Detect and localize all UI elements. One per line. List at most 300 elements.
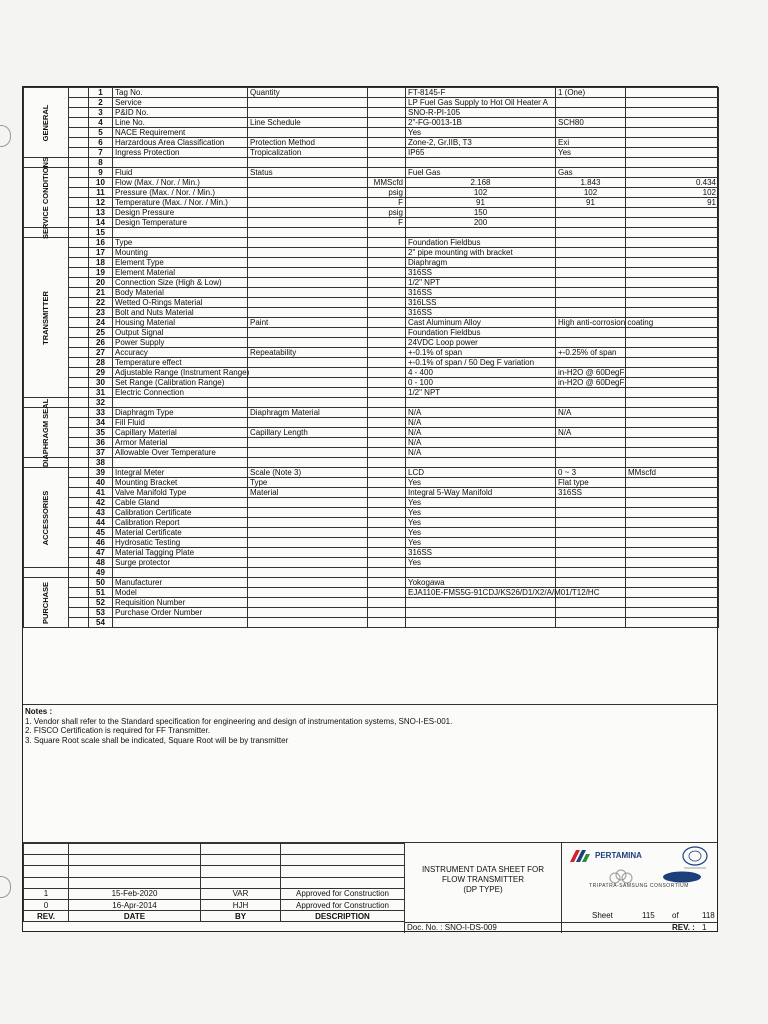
spec-row [24,618,719,628]
item-label: Set Range (Calibration Range) [113,378,248,388]
item-label [113,568,248,578]
sub-item-label [248,328,368,338]
licensor-logo-icon [680,845,710,871]
value-cell [626,398,719,408]
spec-row [24,308,719,318]
item-label: Temperature effect [113,358,248,368]
value-cell [556,418,626,428]
data-sheet [22,86,718,932]
unit-cell [368,318,406,328]
value-cell [556,438,626,448]
value-cell [626,308,719,318]
value-cell: Foundation Fieldbus [406,328,556,338]
row-number: 30 [89,378,113,388]
spec-row [24,528,719,538]
spacer-cell [69,88,89,98]
sub-item-label [248,128,368,138]
value-cell: 0.434 [626,178,719,188]
note-line: 2. FISCO Certification is required for FF Transmitter. [25,726,210,735]
row-number: 50 [89,578,113,588]
value-cell [556,248,626,258]
sub-item-label: Quantity [248,88,368,98]
sub-item-label [248,238,368,248]
value-cell: Zone-2, Gr.IIB, T3 [406,138,556,148]
value-cell [626,138,719,148]
unit-cell [368,598,406,608]
spacer-cell [69,188,89,198]
value-cell: 1/2" NPT [406,388,556,398]
spacer-cell [69,368,89,378]
unit-cell [368,338,406,348]
value-cell: SCH80 [556,118,626,128]
spacer-cell [69,208,89,218]
sub-item-label [248,598,368,608]
spacer-cell [69,558,89,568]
value-cell: Yes [406,538,556,548]
unit-cell: psig [368,188,406,198]
sub-item-label [248,458,368,468]
row-number: 10 [89,178,113,188]
row-number: 45 [89,528,113,538]
spec-row [24,138,719,148]
row-number: 7 [89,148,113,158]
unit-cell [368,268,406,278]
pertamina-logo: PERTAMINA [570,848,642,862]
spec-row [24,298,719,308]
value-cell [556,288,626,298]
spacer-cell [69,218,89,228]
value-cell: 24VDC Loop power [406,338,556,348]
spacer-cell [69,328,89,338]
value-cell [406,228,556,238]
spec-row [24,538,719,548]
value-cell [626,148,719,158]
item-label: Line No. [113,118,248,128]
value-cell [626,378,719,388]
value-cell [556,458,626,468]
section-label: TRANSMITTER [24,238,69,398]
row-number: 37 [89,448,113,458]
spacer-cell [69,408,89,418]
value-cell: in-H2O @ 60DegF [556,368,626,378]
item-label: Material Certificate [113,528,248,538]
value-cell: 316SS [406,268,556,278]
spacer-cell [69,138,89,148]
unit-cell [368,228,406,238]
spacer-cell [69,528,89,538]
value-cell [556,308,626,318]
samsung-logo-icon [662,871,702,883]
row-number: 34 [89,418,113,428]
row-number: 54 [89,618,113,628]
item-label: Armor Material [113,438,248,448]
value-cell [406,608,556,618]
unit-cell [368,98,406,108]
value-cell [626,128,719,138]
item-label: Mounting [113,248,248,258]
value-cell [556,498,626,508]
item-label: Mounting Bracket [113,478,248,488]
unit-cell [368,278,406,288]
value-cell [556,508,626,518]
item-label [113,158,248,168]
sub-item-label: Diaphragm Material [248,408,368,418]
value-cell [556,618,626,628]
sub-item-label [248,288,368,298]
value-cell: 91 [626,198,719,208]
sub-item-label [248,298,368,308]
item-label: Harzardous Area Classification [113,138,248,148]
value-cell: 316SS [406,288,556,298]
spacer-cell [69,348,89,358]
item-label: Wetted O-Rings Material [113,298,248,308]
row-number: 29 [89,368,113,378]
item-label: Design Pressure [113,208,248,218]
row-number: 12 [89,198,113,208]
item-label: Capillary Material [113,428,248,438]
sub-item-label [248,248,368,258]
row-number: 35 [89,428,113,438]
value-cell: SNO-R-PI-105 [406,108,556,118]
value-cell: Yes [406,498,556,508]
item-label: Accuracy [113,348,248,358]
spec-row [24,188,719,198]
value-cell [626,348,719,358]
value-cell: 102 [556,188,626,198]
unit-cell [368,458,406,468]
sub-item-label: Type [248,478,368,488]
value-cell: Yes [406,508,556,518]
spec-row [24,518,719,528]
value-cell: Yes [406,558,556,568]
item-label: Fluid [113,168,248,178]
spacer-cell [69,278,89,288]
unit-cell [368,478,406,488]
spec-row [24,438,719,448]
spec-row [24,328,719,338]
spacer-cell [69,498,89,508]
sub-item-label: Protection Method [248,138,368,148]
item-label: Flow (Max. / Nor. / Min.) [113,178,248,188]
unit-cell [368,388,406,398]
item-label: Calibration Report [113,518,248,528]
spec-row [24,118,719,128]
sub-item-label [248,218,368,228]
value-cell [626,248,719,258]
spacer-cell [69,378,89,388]
sub-item-label: Repeatability [248,348,368,358]
unit-cell [368,328,406,338]
sub-item-label [248,448,368,458]
value-cell: Yes [556,148,626,158]
value-cell [626,438,719,448]
sub-item-label: Line Schedule [248,118,368,128]
value-cell [626,98,719,108]
value-cell [556,538,626,548]
section-label [24,458,69,468]
value-cell: Flat type [556,478,626,488]
spec-row [24,278,719,288]
spec-row [24,288,719,298]
value-cell [556,558,626,568]
value-cell [626,538,719,548]
value-cell: 1 (One) [556,88,626,98]
value-cell [406,398,556,408]
spec-row [24,448,719,458]
row-number: 52 [89,598,113,608]
unit-cell [368,518,406,528]
item-label: Cable Gland [113,498,248,508]
item-label: Integral Meter [113,468,248,478]
value-cell: Exi [556,138,626,148]
value-cell: Yes [406,518,556,528]
unit-cell: F [368,218,406,228]
value-cell [556,98,626,108]
spacer-cell [69,508,89,518]
spacer-cell [69,98,89,108]
value-cell [626,168,719,178]
unit-cell [368,158,406,168]
value-cell: N/A [556,428,626,438]
unit-cell [368,468,406,478]
value-cell [556,518,626,528]
spec-row [24,588,719,598]
value-cell [556,228,626,238]
spec-table [23,87,719,628]
unit-cell [368,348,406,358]
spacer-cell [69,198,89,208]
spec-row [24,488,719,498]
value-cell: 0 - 100 [406,378,556,388]
unit-cell: psig [368,208,406,218]
unit-cell [368,558,406,568]
unit-cell [368,548,406,558]
row-number: 15 [89,228,113,238]
row-number: 48 [89,558,113,568]
sub-item-label [248,548,368,558]
value-cell [626,258,719,268]
spec-row [24,238,719,248]
sub-item-label [248,338,368,348]
row-number: 23 [89,308,113,318]
row-number: 40 [89,478,113,488]
spec-row [24,208,719,218]
value-cell [406,618,556,628]
sub-item-label [248,618,368,628]
row-number: 32 [89,398,113,408]
spacer-cell [69,618,89,628]
sub-item-label [248,438,368,448]
value-cell: Diaphragm [406,258,556,268]
value-cell: 91 [406,198,556,208]
value-cell: FT-8145-F [406,88,556,98]
unit-cell [368,238,406,248]
binder-hole [0,876,11,898]
section-label: GENERAL [24,88,69,158]
value-cell [406,598,556,608]
value-cell: Foundation Fieldbus [406,238,556,248]
value-cell [556,388,626,398]
unit-cell [368,378,406,388]
value-cell [556,338,626,348]
spacer-cell [69,388,89,398]
value-cell: 2" pipe mounting with bracket [406,248,556,258]
unit-cell [368,138,406,148]
spacer-cell [69,338,89,348]
sub-item-label [248,398,368,408]
row-number: 47 [89,548,113,558]
spec-row [24,228,719,238]
value-cell [556,398,626,408]
spec-row [24,358,719,368]
item-label: Ingress Protection [113,148,248,158]
spacer-cell [69,608,89,618]
item-label: Model [113,588,248,598]
row-number: 39 [89,468,113,478]
value-cell: N/A [406,438,556,448]
row-number: 24 [89,318,113,328]
spacer-cell [69,428,89,438]
spacer-cell [69,588,89,598]
value-cell: +-0.1% of span / 50 Deg F variation [406,358,556,368]
sub-item-label [248,558,368,568]
value-cell [626,268,719,278]
item-label [113,458,248,468]
value-cell [556,128,626,138]
value-cell: 0 ~ 3 [556,468,626,478]
value-cell [556,608,626,618]
spec-row [24,408,719,418]
spacer-cell [69,548,89,558]
value-cell [626,488,719,498]
note-line: 3. Square Root scale shall be indicated, Square Root will be by transmitter [25,735,289,745]
item-label: Hydrosatic Testing [113,538,248,548]
spacer-cell [69,158,89,168]
value-cell [626,558,719,568]
sub-item-label [248,508,368,518]
spec-row [24,168,719,178]
value-cell [406,568,556,578]
sub-item-label [248,198,368,208]
value-cell [626,88,719,98]
sub-item-label [248,388,368,398]
value-cell: Fuel Gas [406,168,556,178]
item-label: Manufacturer [113,578,248,588]
value-cell: 316SS [556,488,626,498]
sub-item-label [248,258,368,268]
value-cell [406,158,556,168]
revision-table [23,843,405,922]
value-cell: 1.843 [556,178,626,188]
row-number: 11 [89,188,113,198]
value-cell [556,278,626,288]
spec-row [24,268,719,278]
spacer-cell [69,148,89,158]
spacer-cell [69,468,89,478]
spec-row [24,158,719,168]
sub-item-label [248,158,368,168]
value-cell: EJA110E-FMS5G-91CDJ/KS26/D1/X2/A/M01/T12/HC [406,588,556,598]
value-cell [626,548,719,558]
section-label: ACCESSORIES [24,468,69,568]
unit-cell [368,618,406,628]
unit-cell [368,438,406,448]
section-label [24,228,69,238]
value-cell [626,278,719,288]
revision-row: 1 15-Feb-2020 VAR Approved for Construction [24,888,405,899]
spec-row [24,398,719,408]
consortium-name: TRIPATRA-SAMSUNG CONSORTIUM [589,883,689,889]
row-number: 36 [89,438,113,448]
spacer-cell [69,238,89,248]
item-label: Calibration Certificate [113,508,248,518]
spec-row [24,148,719,158]
value-cell [626,118,719,128]
sub-item-label: Status [248,168,368,178]
spec-row [24,578,719,588]
spec-row [24,548,719,558]
unit-cell [368,298,406,308]
row-number: 27 [89,348,113,358]
spec-row [24,128,719,138]
row-number: 44 [89,518,113,528]
spacer-cell [69,288,89,298]
spec-row [24,88,719,98]
spacer-cell [69,268,89,278]
spec-row [24,568,719,578]
value-cell [556,578,626,588]
spec-row [24,248,719,258]
value-cell: 1/2" NPT [406,278,556,288]
section-label: PURCHASE [24,578,69,628]
value-cell: 2.168 [406,178,556,188]
row-number: 2 [89,98,113,108]
item-label: Material Tagging Plate [113,548,248,558]
sub-item-label: Capillary Length [248,428,368,438]
row-number: 5 [89,128,113,138]
value-cell [626,518,719,528]
value-cell [626,448,719,458]
spec-row [24,98,719,108]
value-cell [556,548,626,558]
value-cell: 316LSS [406,298,556,308]
spacer-cell [69,568,89,578]
unit-cell [368,168,406,178]
sub-item-label [248,308,368,318]
spacer-cell [69,358,89,368]
value-cell [626,478,719,488]
spacer-cell [69,168,89,178]
spec-row [24,388,719,398]
row-number: 6 [89,138,113,148]
value-cell: LCD [406,468,556,478]
item-label: Bolt and Nuts Material [113,308,248,318]
row-number: 46 [89,538,113,548]
unit-cell: F [368,198,406,208]
sub-item-label [248,418,368,428]
sub-item-label [248,588,368,598]
value-cell [626,388,719,398]
unit-cell [368,608,406,618]
item-label: Allowable Over Temperature [113,448,248,458]
value-cell [626,338,719,348]
value-cell [626,498,719,508]
value-cell [626,328,719,338]
sub-item-label [248,608,368,618]
unit-cell [368,118,406,128]
unit-cell [368,568,406,578]
sub-item-label: Paint [248,318,368,328]
